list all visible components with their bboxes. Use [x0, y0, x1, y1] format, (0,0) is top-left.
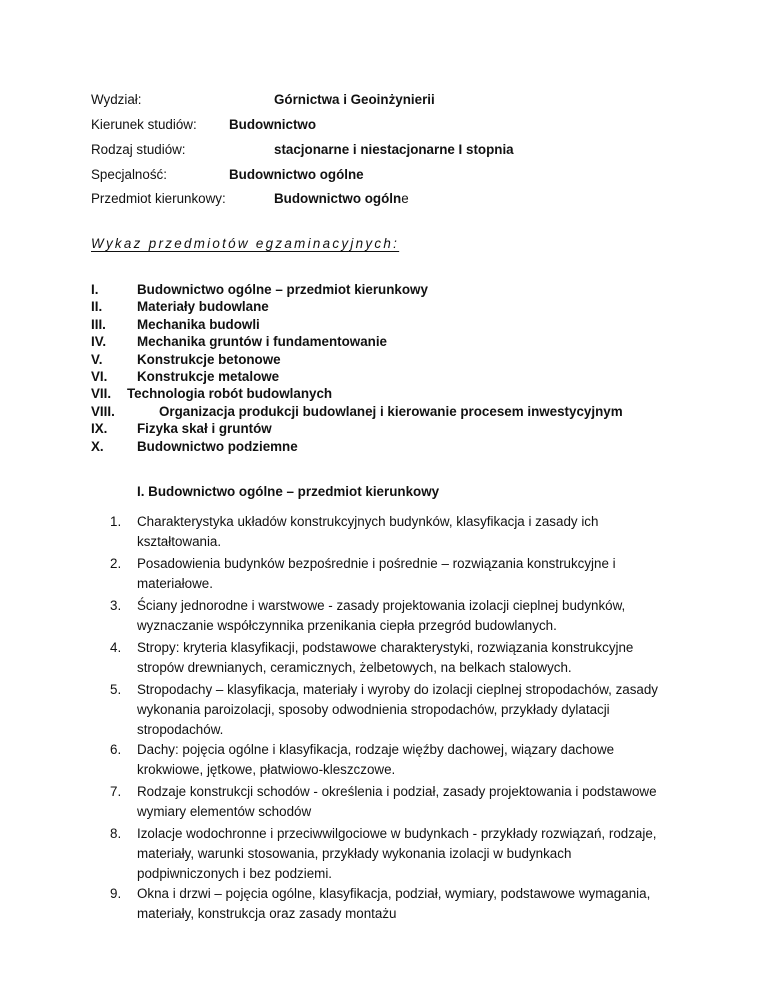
topic-item — [110, 554, 670, 594]
section-title: I. Budownictwo ogólne – przedmiot kierunkowy — [137, 484, 440, 499]
topic-text: Posadowienia budynków bezpośrednie i pośrednie – rozwiązania konstrukcyjne i materiałowe. — [137, 556, 616, 591]
subject-number: X. — [91, 438, 104, 454]
topic-number: 9. — [110, 886, 122, 901]
subject-name: Materiały budowlane — [137, 299, 269, 315]
subject-name: Budownictwo ogólne – przedmiot kierunkowy — [137, 282, 428, 297]
specialty-label: Specjalność: — [91, 167, 167, 182]
topic-item — [110, 512, 670, 552]
specialty-value: Budownictwo ogólne — [229, 167, 364, 182]
topic-number: 4. — [110, 640, 122, 655]
topic-text: Dachy: pojęcia ogólne i klasyfikacja, rodzaje więźby dachowej, wiązary dachowe krokwiowe, jętkowe, płatwiowo-kleszczowe. — [137, 742, 615, 777]
field-label: Kierunek studiów: — [91, 117, 197, 132]
exam-subjects-title: Wykaz przedmiotów egzaminacyjnych: — [91, 236, 400, 251]
subject-number: III. — [91, 316, 106, 332]
subject-number: I. — [91, 282, 99, 297]
topic-text: Stropodachy – klasyfikacja, materiały i wyroby do izolacji cieplnej stropodachów, zasady wykonania paroizolacji, sposoby odwodnienia stropodachów, przykłady dylatacji stropodachów. — [137, 682, 658, 737]
subject-name: Technologia robót budowlanych — [127, 386, 333, 402]
topic-item — [110, 740, 670, 780]
subject-name: Mechanika gruntów i fundamentowanie — [137, 334, 387, 350]
subject-name: Fizyka skał i gruntów — [137, 421, 272, 437]
topic-text: Okna i drzwi – pojęcia ogólne, klasyfikacja, podział, wymiary, podstawowe wymagania, materiały, konstrukcja oraz zasady montażu — [137, 886, 651, 921]
topic-item — [110, 824, 670, 883]
topic-item — [110, 884, 670, 924]
subject-name: Konstrukcje betonowe — [137, 351, 281, 367]
topic-number: 6. — [110, 742, 122, 757]
faculty-label: Wydział: — [91, 92, 142, 107]
topic-item — [110, 638, 670, 678]
subject-name: Mechanika budowli — [137, 316, 260, 332]
topic-number: 2. — [110, 556, 122, 571]
study-type-value: stacjonarne i niestacjonarne I stopnia — [274, 142, 514, 157]
topic-number: 1. — [110, 514, 122, 529]
topic-text: Charakterystyka układów konstrukcyjnych budynków, klasyfikacja i zasady ich kształtowania. — [137, 514, 599, 549]
subject-number: IV. — [91, 334, 107, 350]
subject-number: VI. — [91, 369, 108, 384]
topic-number: 7. — [110, 784, 122, 799]
subject-name: Konstrukcje metalowe — [137, 369, 280, 384]
topic-item — [110, 596, 670, 636]
field-value: Budownictwo — [229, 117, 317, 132]
subject-name: Budownictwo podziemne — [137, 438, 298, 454]
subject-label: Przedmiot kierunkowy: — [91, 191, 226, 206]
subject-value-bold: Budownictwo ogóln — [274, 191, 402, 206]
subject-value-tail: e — [401, 191, 409, 206]
topic-item — [110, 782, 670, 822]
faculty-value: Górnictwa i Geoinżynierii — [274, 92, 435, 107]
topic-number: 8. — [110, 826, 122, 841]
topic-text: Rodzaje konstrukcji schodów - określenia i podział, zasady projektowania i podstawowe wymiary elementów schodów — [137, 784, 657, 819]
topic-number: 5. — [110, 682, 122, 697]
subject-number: IX. — [91, 421, 108, 437]
topic-text: Izolacje wodochronne i przeciwwilgociowe w budynkach - przykłady rozwiązań, rodzaje, materiały, warunki stosowania, przykłady wykonania izolacji w budynkach podpiwniczonych i bez podziemi. — [137, 826, 657, 881]
subject-number: VII. — [91, 386, 112, 402]
subject-number: II. — [91, 299, 103, 315]
topic-item — [110, 680, 670, 739]
topic-text: Stropy: kryteria klasyfikacji, podstawowe charakterystyki, rozwiązania konstrukcyjne stropów drewnianych, ceramicznych, żelbetowych, na belkach stalowych. — [137, 640, 634, 675]
study-type-label: Rodzaj studiów: — [91, 142, 186, 157]
subject-value — [274, 191, 409, 206]
subject-name: Organizacja produkcji budowlanej i kierowanie procesem inwestycyjnym — [159, 403, 623, 419]
topic-number: 3. — [110, 598, 122, 613]
subject-number: V. — [91, 351, 103, 367]
topic-text: Ściany jednorodne i warstwowe - zasady projektowania izolacji cieplnej budynków, wyznaczanie współczynnika przenikania ciepła przegród budowlanych. — [137, 598, 626, 633]
subject-number: VIII. — [91, 403, 115, 419]
